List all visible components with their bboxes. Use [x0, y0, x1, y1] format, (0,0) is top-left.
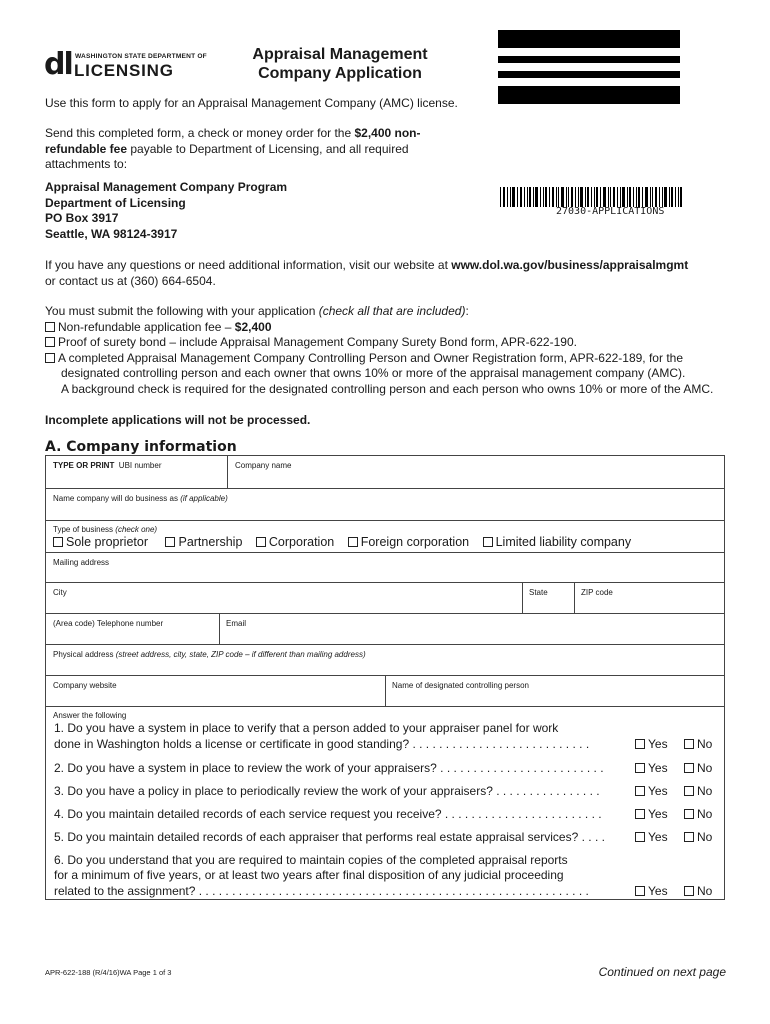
dba-label: Name company will do business as: [53, 494, 178, 503]
send-fee-2: refundable fee: [45, 141, 128, 156]
foreign-corporation-label: Foreign corporation: [360, 535, 470, 549]
submit-text: You must submit the following with your application: [45, 304, 319, 318]
row-business-type: [46, 521, 724, 552]
sole-proprietor-checkbox[interactable]: [53, 537, 63, 547]
q4-no: [684, 807, 712, 821]
foreign-corporation-checkbox[interactable]: [348, 537, 358, 547]
llc-checkbox[interactable]: [483, 537, 493, 547]
address-line: Appraisal Management Company Program: [45, 180, 288, 194]
city-field[interactable]: [46, 597, 521, 612]
physical-hint: (street address, city, state, ZIP code – if different than mailing address): [115, 650, 366, 659]
question-5: 5. Do you maintain detailed records of each appraiser that performs real estate appraisal services? . . . .: [54, 830, 605, 844]
q6-yes: [635, 884, 668, 898]
question-3: 3. Do you have a policy in place to periodically review the work of your appraisers? . . . . . . . . . . . . . . . .: [54, 784, 600, 798]
phone-label: (Area code) Telephone number: [53, 619, 164, 628]
business-type-label: Type of business: [53, 525, 114, 534]
q1-no-checkbox[interactable]: [684, 739, 694, 749]
form-id: APR-622-188 (R/4/16)WA Page 1 of 3: [45, 968, 172, 977]
fee-checkbox[interactable]: [45, 322, 55, 332]
city-label: City: [53, 588, 67, 597]
question-6-line3: related to the assignment? . . . . . . . . . . . . . . . . . . . . . . . . . . . . . . . . . . . . . . . . . . . . . . . . . . . . . . . . . . .: [54, 884, 589, 898]
dol-logo-mark: dl: [44, 47, 72, 82]
q5-no: [684, 830, 712, 844]
address-line: PO Box 3917: [45, 211, 119, 225]
check1-fee: $2,400: [234, 319, 272, 334]
intro-use: Use this form to apply for an Appraisal Management Company (AMC) license.: [45, 96, 458, 110]
corporation-label: Corporation: [268, 535, 335, 549]
intro-send: [45, 126, 465, 173]
address-line: Seattle, WA 98124-3917: [45, 226, 178, 241]
no-label: No: [697, 807, 713, 821]
check3-line2: designated controlling person and each owner that owns 10% or more of the appraisal management company (AMC).: [61, 366, 686, 380]
continued-note: Continued on next page: [598, 965, 726, 979]
dol-logo: [44, 47, 207, 82]
website-field[interactable]: [46, 690, 384, 705]
check3-line3: A background check is required for the designated controlling person and each person who owns 10% or more of the AMC.: [61, 381, 714, 396]
no-label: No: [697, 884, 713, 898]
send-text-1: Send this completed form, a check or money order for the: [45, 126, 355, 140]
yes-label: Yes: [648, 784, 668, 798]
scan-bar-2: [498, 56, 680, 63]
mailing-address-block: [45, 180, 287, 242]
check1-text: Non-refundable application fee –: [58, 319, 235, 334]
form-title: [220, 45, 460, 83]
q3-yes-checkbox[interactable]: [635, 786, 645, 796]
no-label: No: [697, 830, 713, 844]
ubi-field[interactable]: [46, 470, 226, 488]
row-website-controlling: [46, 676, 724, 707]
q5-yes-checkbox[interactable]: [635, 832, 645, 842]
answer-label: Answer the following: [53, 711, 127, 720]
row-dba: [46, 489, 724, 521]
row-mailing: [46, 552, 724, 583]
address-line: Department of Licensing: [45, 195, 186, 210]
controlling-person-field[interactable]: [386, 690, 724, 705]
barcode: [500, 187, 682, 207]
q2-no-checkbox[interactable]: [684, 763, 694, 773]
questions-contact: or contact us at (360) 664-6504.: [45, 273, 216, 288]
q1-yes: [635, 737, 668, 751]
partnership-label: Partnership: [178, 535, 243, 549]
controlling-person-checkbox[interactable]: [45, 353, 55, 363]
corporation-checkbox[interactable]: [256, 537, 266, 547]
yes-label: Yes: [648, 761, 668, 775]
mailing-address-field[interactable]: [46, 567, 724, 582]
row-phone-email: [46, 614, 724, 645]
yes-label: Yes: [648, 830, 668, 844]
q4-yes-checkbox[interactable]: [635, 809, 645, 819]
scan-bar-3: [498, 71, 680, 78]
scan-bar-4: [498, 86, 680, 104]
question-4: 4. Do you maintain detailed records of each service request you receive? . . . . . . . . . . . . . . . . . . . . . . . .: [54, 807, 602, 821]
question-2: 2. Do you have a system in place to review the work of your appraisers? . . . . . . . . . . . . . . . . . . . . . . . . .: [54, 761, 604, 775]
submit-checklist: [45, 304, 735, 397]
question-6-line1: 6. Do you understand that you are required to maintain copies of the completed appraisal reports: [54, 853, 568, 867]
form-title-line2: Company Application: [258, 65, 422, 82]
check2-text: Proof of surety bond – include Appraisal Management Company Surety Bond form, APR-622-190.: [58, 335, 577, 349]
dol-website-link[interactable]: www.dol.wa.gov/business/appraisalmgmt: [451, 258, 689, 272]
q6-no: [684, 884, 712, 898]
row-physical-address: [46, 645, 724, 676]
type-or-print-label: TYPE OR PRINT: [53, 461, 115, 470]
state-field[interactable]: [523, 597, 573, 612]
incomplete-warning: Incomplete applications will not be processed.: [45, 413, 311, 427]
q1-yes-checkbox[interactable]: [635, 739, 645, 749]
yes-label: Yes: [648, 807, 668, 821]
no-label: No: [697, 784, 713, 798]
question-1-line2: done in Washington holds a license or certificate in good standing? . . . . . . . . . . . . . . . . . . . . . . . . . . .: [54, 737, 590, 751]
business-type-hint: (check one): [115, 525, 158, 534]
phone-field[interactable]: [46, 628, 218, 643]
q2-no: [684, 761, 712, 775]
dba-field[interactable]: [46, 503, 724, 520]
business-type-options: [53, 535, 631, 549]
q3-yes: [635, 784, 668, 798]
send-fee: $2,400 non-: [354, 126, 421, 140]
dba-hint: (if applicable): [180, 494, 228, 503]
submit-colon: :: [465, 304, 469, 318]
q6-no-checkbox[interactable]: [684, 886, 694, 896]
no-label: No: [697, 761, 713, 775]
yes-label: Yes: [648, 884, 668, 898]
ubi-label: UBI number: [118, 461, 162, 470]
q4-no-checkbox[interactable]: [684, 809, 694, 819]
q5-yes: [635, 830, 668, 844]
row-ubi-company: [46, 456, 724, 489]
website-label: Company website: [53, 681, 117, 690]
controlling-person-label: Name of designated controlling person: [392, 681, 529, 690]
yes-label: Yes: [648, 737, 668, 751]
scan-bar-1: [498, 30, 680, 48]
barcode-text: 27030-APPLICATIONS: [556, 206, 665, 217]
agency-big-text: LICENSING: [74, 61, 174, 80]
company-name-field[interactable]: [228, 470, 724, 488]
q4-yes: [635, 807, 668, 821]
questions-text: If you have any questions or need additional information, visit our website at: [45, 258, 452, 272]
partnership-checkbox[interactable]: [165, 537, 175, 547]
mailing-label: Mailing address: [53, 558, 110, 567]
row-city-state-zip: [46, 583, 724, 614]
q1-no: [684, 737, 712, 751]
email-label: Email: [226, 619, 247, 628]
question-1-line1: 1. Do you have a system in place to verify that a person added to your appraiser panel for work: [54, 721, 559, 735]
q5-no-checkbox[interactable]: [684, 832, 694, 842]
llc-label: Limited liability company: [495, 535, 632, 549]
q3-no: [684, 784, 712, 798]
zip-field[interactable]: [575, 597, 724, 612]
send-text-2: payable to Department of Licensing, and all required: [127, 141, 409, 156]
submit-hint: (check all that are included): [318, 304, 466, 318]
surety-bond-checkbox[interactable]: [45, 337, 55, 347]
agency-small-text: WASHINGTON STATE DEPARTMENT OF: [75, 53, 207, 60]
intro-questions: [45, 258, 688, 289]
state-label: State: [529, 588, 548, 597]
sole-proprietor-label: Sole proprietor: [66, 535, 148, 549]
section-a-heading: A. Company information: [45, 439, 237, 455]
q2-yes-checkbox[interactable]: [635, 763, 645, 773]
check3-line1: A completed Appraisal Management Company Controlling Person and Owner Registration form, APR-622-189, for the: [58, 350, 683, 365]
send-text-3: attachments to:: [45, 157, 128, 171]
company-info-form: [45, 455, 725, 900]
physical-label: Physical address: [53, 650, 114, 659]
zip-label: ZIP code: [581, 588, 613, 597]
business-type-label-group: [53, 525, 157, 535]
physical-address-field[interactable]: [46, 659, 724, 674]
form-title-line1: Appraisal Management: [252, 46, 428, 63]
q2-yes: [635, 761, 668, 775]
q3-no-checkbox[interactable]: [684, 786, 694, 796]
no-label: No: [697, 737, 713, 751]
q6-yes-checkbox[interactable]: [635, 886, 645, 896]
question-6-line2: for a minimum of five years, or at least two years after final disposition of any judicial proceeding: [54, 868, 564, 882]
email-field[interactable]: [220, 628, 724, 643]
company-name-label: Company name: [235, 461, 292, 470]
